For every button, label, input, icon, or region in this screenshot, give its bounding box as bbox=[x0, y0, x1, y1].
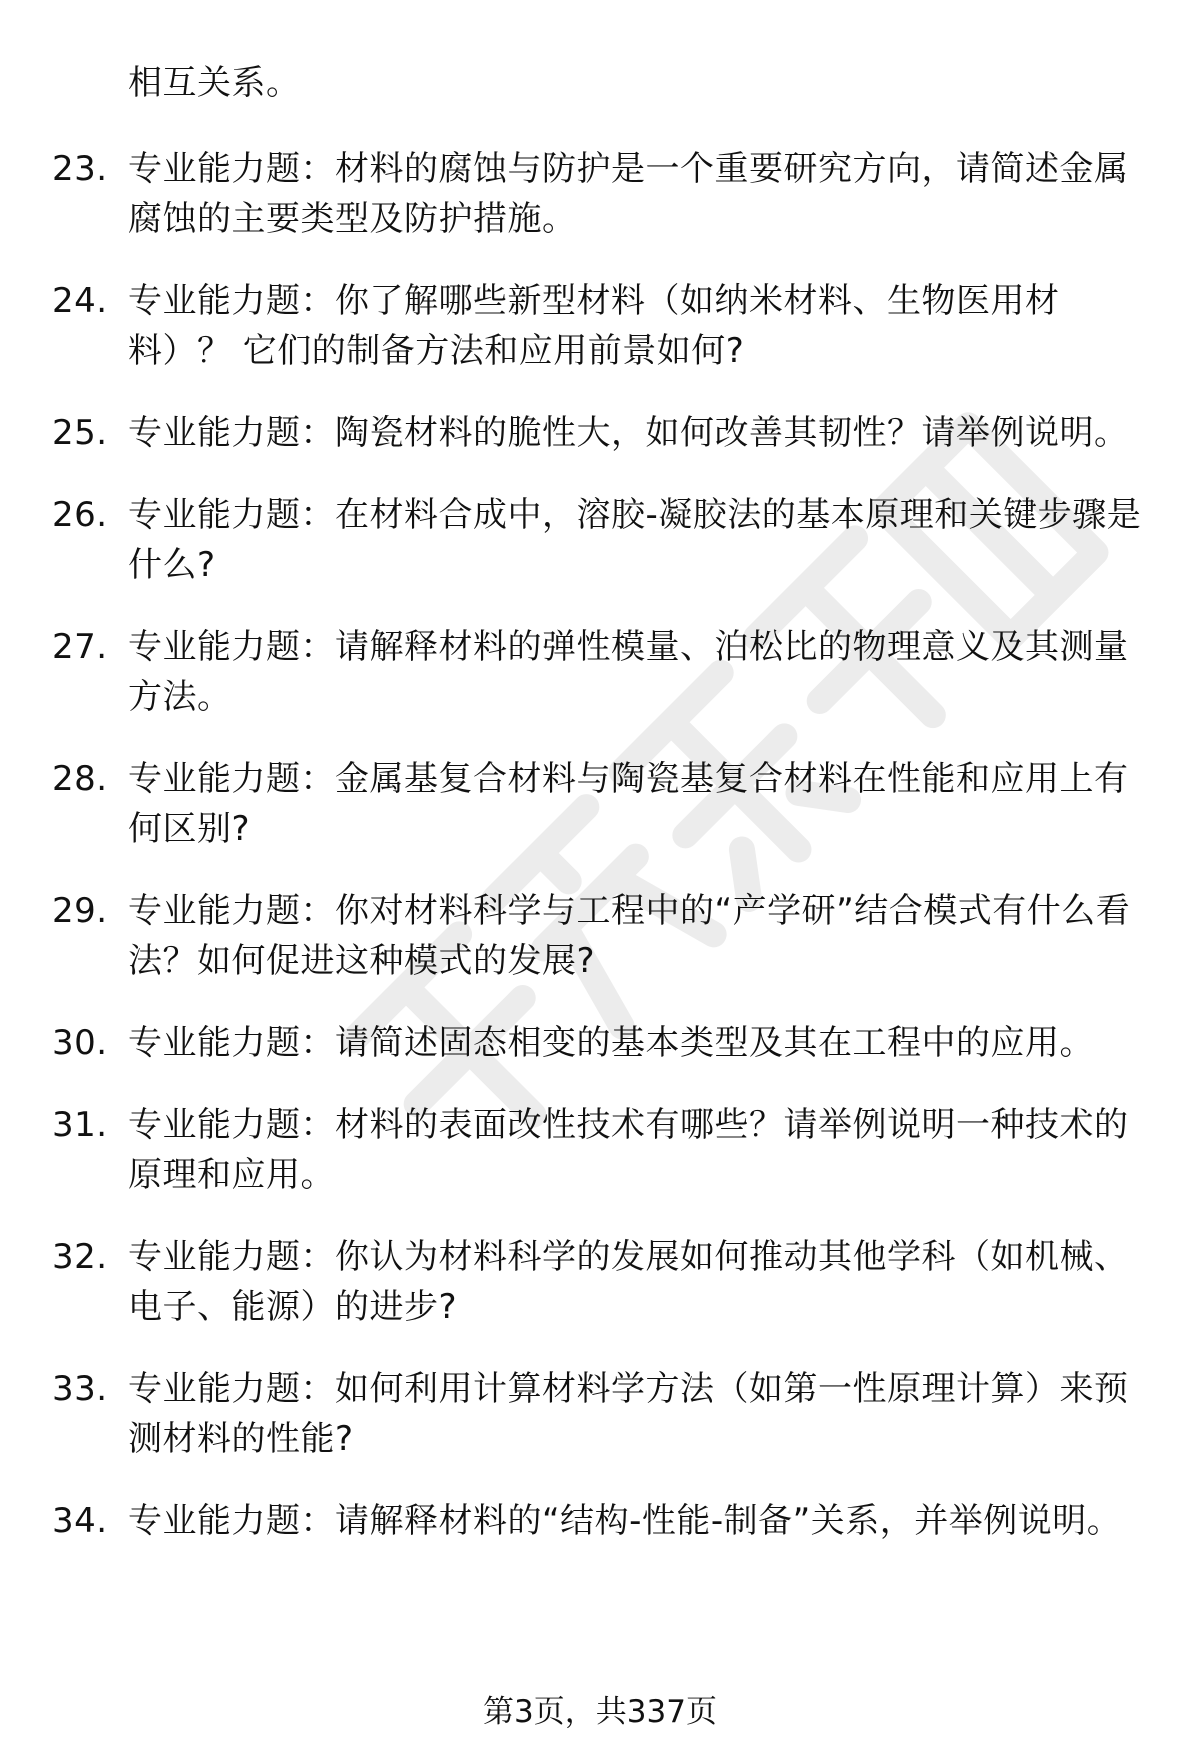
question-number: 29. bbox=[52, 891, 108, 931]
question-prefix: 专业能力题： bbox=[128, 149, 335, 189]
question-text: 你了解哪些新型材料（如纳米材料、生物医用材料）？ 它们的制备方法和应用前景如何? bbox=[128, 281, 1060, 371]
question-item bbox=[52, 754, 1152, 854]
question-number: 28. bbox=[52, 759, 108, 799]
continuation-text: 相互关系。 bbox=[128, 63, 301, 103]
question-list bbox=[52, 144, 1152, 1546]
question-prefix: 专业能力题： bbox=[128, 891, 335, 931]
question-item bbox=[52, 276, 1152, 376]
question-number: 33. bbox=[52, 1369, 108, 1409]
question-prefix: 专业能力题： bbox=[128, 1023, 335, 1063]
question-prefix: 专业能力题： bbox=[128, 759, 335, 799]
question-body bbox=[128, 754, 1152, 854]
question-body bbox=[128, 622, 1152, 722]
question-item bbox=[52, 144, 1152, 244]
question-item bbox=[52, 886, 1152, 986]
question-item bbox=[52, 408, 1152, 458]
page-footer bbox=[0, 1690, 1200, 1734]
question-body bbox=[128, 1364, 1152, 1464]
question-prefix: 专业能力题： bbox=[128, 413, 335, 453]
question-prefix: 专业能力题： bbox=[128, 495, 335, 535]
question-item bbox=[52, 1232, 1152, 1332]
question-prefix: 专业能力题： bbox=[128, 281, 335, 321]
question-number: 25. bbox=[52, 413, 108, 453]
question-body bbox=[128, 144, 1152, 244]
question-prefix: 专业能力题： bbox=[128, 1369, 335, 1409]
question-number: 31. bbox=[52, 1105, 108, 1145]
question-text: 你对材料科学与工程中的“产学研”结合模式有什么看法？如何促进这种模式的发展? bbox=[128, 891, 1131, 981]
question-number: 34. bbox=[52, 1501, 108, 1541]
question-item bbox=[52, 1018, 1152, 1068]
question-text: 金属基复合材料与陶瓷基复合材料在性能和应用上有何区别? bbox=[128, 759, 1129, 849]
document-body bbox=[52, 58, 1152, 1578]
question-prefix: 专业能力题： bbox=[128, 1501, 335, 1541]
question-body bbox=[128, 408, 1152, 458]
question-text: 材料的表面改性技术有哪些？请举例说明一种技术的原理和应用。 bbox=[128, 1105, 1129, 1195]
question-text: 陶瓷材料的脆性大，如何改善其韧性？请举例说明。 bbox=[335, 413, 1129, 453]
question-text: 在材料合成中，溶胶-凝胶法的基本原理和关键步骤是什么? bbox=[128, 495, 1142, 585]
question-body bbox=[128, 490, 1152, 590]
question-text: 请解释材料的弹性模量、泊松比的物理意义及其测量方法。 bbox=[128, 627, 1129, 717]
question-item bbox=[52, 1100, 1152, 1200]
question-number: 30. bbox=[52, 1023, 108, 1063]
question-item bbox=[52, 1496, 1152, 1546]
question-body bbox=[128, 1232, 1152, 1332]
question-prefix: 专业能力题： bbox=[128, 1237, 335, 1277]
question-number: 27. bbox=[52, 627, 108, 667]
question-number: 26. bbox=[52, 495, 108, 535]
question-item bbox=[52, 490, 1152, 590]
question-body bbox=[128, 1100, 1152, 1200]
question-text: 请简述固态相变的基本类型及其在工程中的应用。 bbox=[335, 1023, 1094, 1063]
question-body bbox=[128, 276, 1152, 376]
question-text: 你认为材料科学的发展如何推动其他学科（如机械、电子、能源）的进步? bbox=[128, 1237, 1129, 1327]
question-prefix: 专业能力题： bbox=[128, 1105, 335, 1145]
question-body bbox=[128, 1018, 1152, 1068]
question-body bbox=[128, 886, 1152, 986]
question-text: 材料的腐蚀与防护是一个重要研究方向，请简述金属腐蚀的主要类型及防护措施。 bbox=[128, 149, 1129, 239]
question-prefix: 专业能力题： bbox=[128, 627, 335, 667]
question-number: 24. bbox=[52, 281, 108, 321]
question-number: 32. bbox=[52, 1237, 108, 1277]
question-text: 请解释材料的“结构-性能-制备”关系，并举例说明。 bbox=[335, 1501, 1122, 1541]
page-number-label: 第3页，共337页 bbox=[483, 1694, 717, 1730]
question-body bbox=[128, 1496, 1152, 1546]
question-item bbox=[52, 1364, 1152, 1464]
question-text: 如何利用计算材料学方法（如第一性原理计算）来预测材料的性能? bbox=[128, 1369, 1129, 1459]
question-number: 23. bbox=[52, 149, 108, 189]
question-item bbox=[52, 622, 1152, 722]
